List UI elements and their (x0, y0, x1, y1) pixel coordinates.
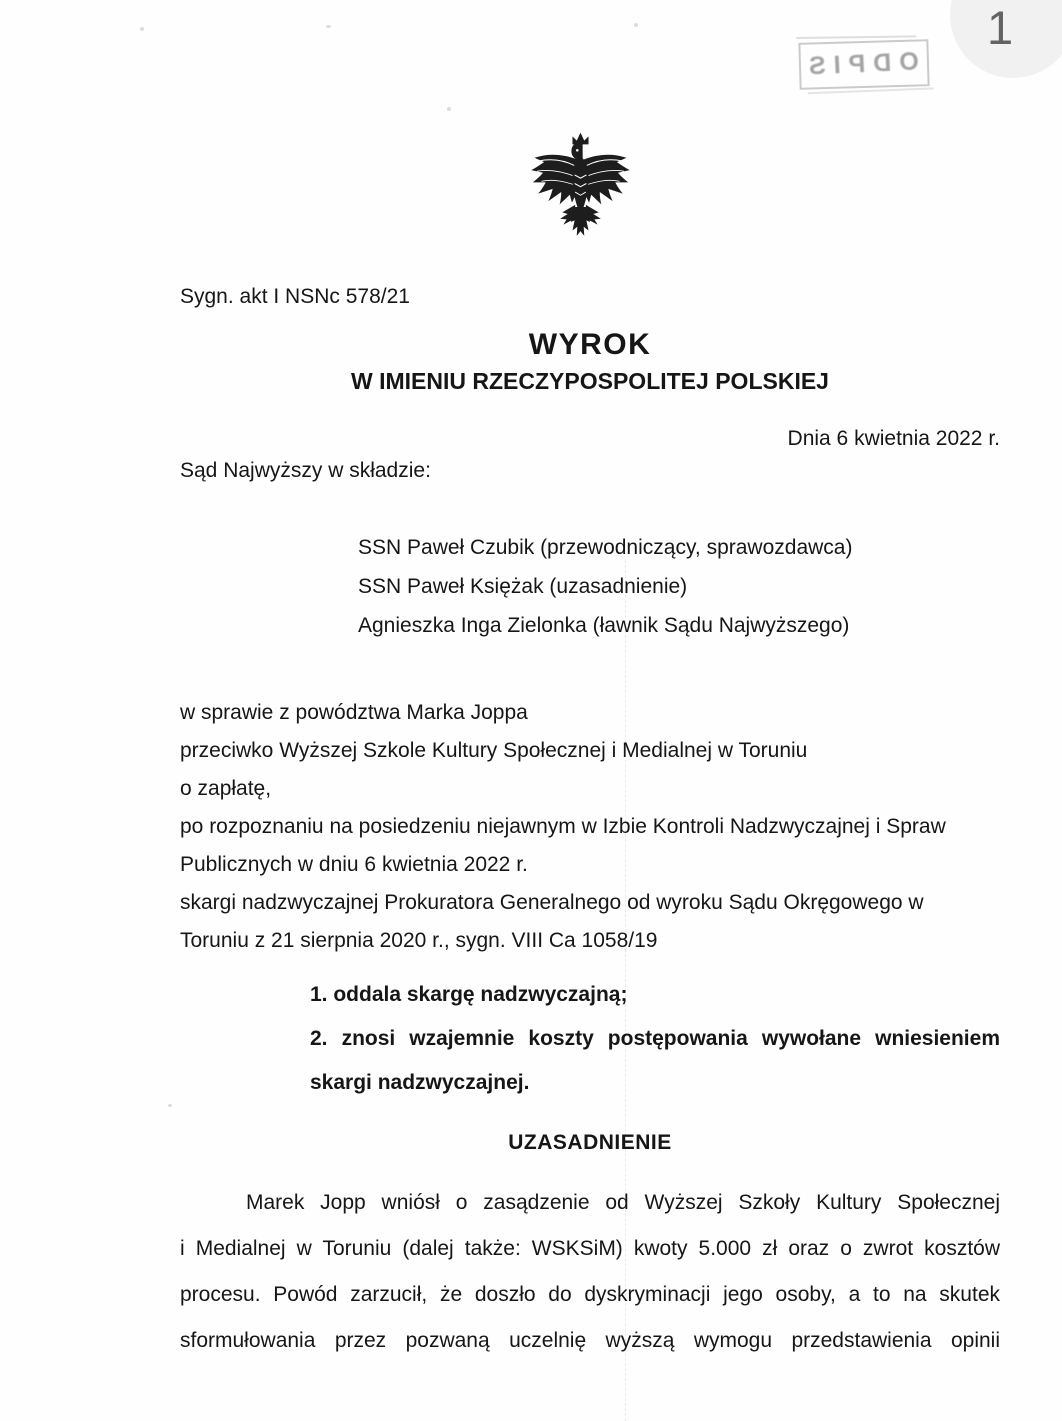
case-line: przeciwko Wyższej Szkole Kultury Społecznej i Medialnej w Toruniu (180, 739, 808, 762)
judge-line: SSN Paweł Czubik (przewodniczący, sprawozdawca) (358, 536, 853, 559)
scan-speck (140, 27, 144, 31)
case-line: o zapłatę, (180, 777, 272, 800)
ruling-line: 1. oddala skargę nadzwyczajną; (310, 983, 628, 1006)
case-description (180, 694, 1000, 960)
scan-speck (634, 23, 638, 27)
page-number: 1 (987, 1, 1014, 54)
case-line: po rozpoznaniu na posiedzeniu niejawnym w Izbie Kontroli Nadzwyczajnej i Spraw (180, 815, 946, 838)
justification-line: Marek Jopp wniósł o zasądzenie od Wyższej Szkoły Kultury Społecznej (246, 1191, 1000, 1214)
copy-stamp (798, 39, 929, 90)
case-line: Publicznych w dniu 6 kwietnia 2022 r. (180, 853, 528, 876)
polish-eagle-emblem (527, 129, 634, 254)
scan-speck (168, 1104, 172, 1107)
panel-intro: Sąd Najwyższy w składzie: (180, 459, 431, 482)
ruling-line: skargi nadzwyczajnej. (310, 1071, 530, 1094)
copy-stamp-text: ODPIS (800, 47, 920, 81)
judges-list (358, 528, 852, 645)
justification-line: i Medialnej w Toruniu (dalej także: WSKSiM) kwoty 5.000 zł oraz o zwrot kosztów (180, 1237, 1000, 1260)
judge-line: SSN Paweł Księżak (uzasadnienie) (358, 575, 688, 598)
ruling-line: 2. znosi wzajemnie koszty postępowania wywołane wniesieniem (310, 1027, 1000, 1050)
justification-line: procesu. Powód zarzucił, że doszło do dyskryminacji jego osoby, a to na skutek (180, 1283, 1000, 1306)
date-line: Dnia 6 kwietnia 2022 r. (787, 427, 1000, 450)
case-line: skargi nadzwyczajnej Prokuratora Generalnego od wyroku Sądu Okręgowego w (180, 891, 924, 914)
scan-speck (326, 25, 331, 28)
document-title: WYROK (528, 328, 652, 361)
case-line: w sprawie z powództwa Marka Joppa (180, 701, 528, 724)
justification-line: sformułowania przez pozwaną uczelnię wyższą wymogu przedstawienia opinii (180, 1329, 1000, 1352)
case-number: Sygn. akt I NSNc 578/21 (180, 285, 410, 308)
scan-speck (447, 107, 451, 111)
justification-heading: UZASADNIENIE (508, 1131, 672, 1154)
justification-paragraph (180, 1180, 1000, 1364)
ruling (310, 973, 1000, 1105)
judge-line: Agnieszka Inga Zielonka (ławnik Sądu Najwyższego) (358, 614, 850, 637)
case-line: Toruniu z 21 sierpnia 2020 r., sygn. VIII Ca 1058/19 (180, 929, 658, 952)
document-subtitle: W IMIENIU RZECZYPOSPOLITEJ POLSKIEJ (351, 368, 829, 394)
